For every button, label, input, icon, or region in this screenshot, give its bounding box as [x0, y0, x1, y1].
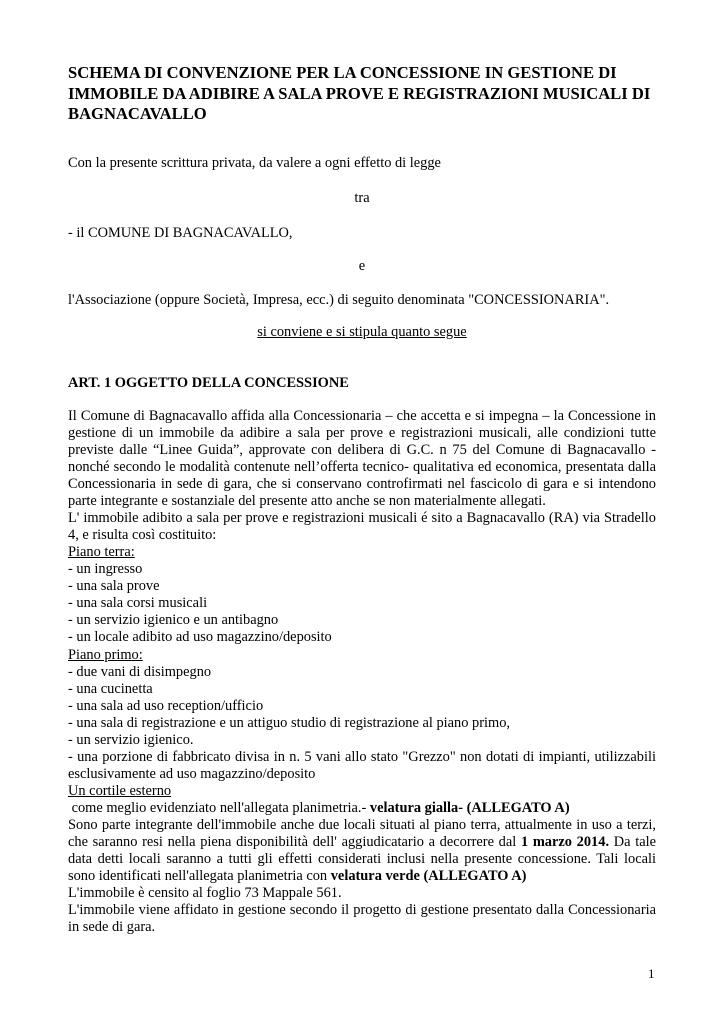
list-item: - due vani di disimpegno: [68, 663, 212, 680]
e-word: e: [358, 258, 366, 274]
list-item: - un ingresso: [68, 561, 143, 578]
p3-green: velatura verde (ALLEGATO A): [330, 868, 527, 885]
intro-line: Con la presente scrittura privata, da valere a ogni effetto di legge: [68, 155, 441, 171]
list-item: - un locale adibito ad uso magazzino/deposito: [68, 629, 332, 646]
party-comune: - il COMUNE DI BAGNACAVALLO,: [68, 225, 293, 241]
courtyard-section: [68, 783, 656, 817]
list-item: - un servizio igienico.: [68, 732, 194, 749]
list-item: - una cucinetta: [68, 680, 153, 697]
tra-word: tra: [354, 190, 370, 206]
p3-text-a: Sono parte integrante dell'immobile anche due locali situati al piano terra, attualmente in uso a terzi, che saranno resi nella piena disponibilità dell' aggiudicatario a decorrere dal: [68, 817, 656, 851]
first-floor-item-6: - una porzione di fabbricato divisa in n. 5 vani allo stato "Grezzo" non dotati di impianti, utilizzabili esclusivamente ad uso magazzino/deposito: [68, 749, 656, 783]
ground-floor-section: [68, 544, 656, 749]
p3-text-b: Da tale data detti locali saranno a tutti gli effetti considerati inclusi nella presente concessione. Tali locali sono identificati nell'allegata planimetria con: [68, 834, 656, 885]
agreement-wrapper: [68, 324, 656, 341]
cadastre-line: L'immobile è censito al foglio 73 Mappale 561.: [68, 885, 342, 901]
document-title: SCHEMA DI CONVENZIONE PER LA CONCESSIONE IN GESTIONE DI IMMOBILE DA ADIBIRE A SALA PROVE E REGISTRAZIONI MUSICALI DI BAGNACAVALLO: [68, 63, 651, 123]
courtyard-label: Un cortile esterno: [68, 783, 172, 799]
list-item: - una sala ad uso reception/ufficio: [68, 697, 264, 714]
first-floor-label: Piano primo:: [68, 646, 143, 663]
list-item: - una sala corsi musicali: [68, 595, 208, 612]
list-item: - una sala prove: [68, 578, 160, 595]
list-item: - un servizio igienico e un antibagno: [68, 612, 279, 629]
art1-paragraph-1: Il Comune di Bagnacavallo affida alla Concessionaria – che accetta e si impegna – la Concessione in gestione di un immobile da adibire a sala per prove e registrazioni musicali, alle condizioni tutte previste dalle “Linee Guida”, approvate con delibera di G.C. n 75 del Comune di Bagnacavallo - nonché secondo le modalità contenute nell’offerta tecnico- qualitativa ed economica, presentata dalla Concessionaria in sede di gara, che si conservano controfirmati nel fascicolo di gara e si intendono parte integrante e sostanziale del presente atto anche se non materialmente allegati.: [68, 408, 656, 510]
plan-note-yellow: velatura gialla- (ALLEGATO A): [369, 800, 570, 817]
art1-heading: ART. 1 OGGETTO DELLA CONCESSIONE: [68, 375, 349, 391]
list-item: - una sala di registrazione e un attiguo studio di registrazione al piano primo,: [68, 714, 510, 731]
agreement-phrase: si conviene e si stipula quanto segue: [257, 324, 467, 340]
ground-floor-label: Piano terra:: [68, 544, 135, 560]
art1-paragraph-4: L'immobile viene affidato in gestione secondo il progetto di gestione presentato dalla Concessionaria in sede di gara.: [68, 902, 656, 936]
page-number: 1: [648, 966, 655, 981]
plan-note-text: come meglio evidenziato nell'allegata planimetria.-: [68, 800, 370, 817]
art1-paragraph-2: L' immobile adibito a sala per prove e registrazioni musicali é sito a Bagnacavallo (RA) via Stradello 4, e risulta così costituito:: [68, 510, 656, 544]
plan-note: [68, 800, 656, 817]
party-concessionaria: l'Associazione (oppure Società, Impresa, ecc.) di seguito denominata "CONCESSIONARIA".: [68, 292, 610, 308]
art1-paragraph-3: [68, 817, 656, 885]
p3-date: 1 marzo 2014.: [520, 834, 610, 851]
